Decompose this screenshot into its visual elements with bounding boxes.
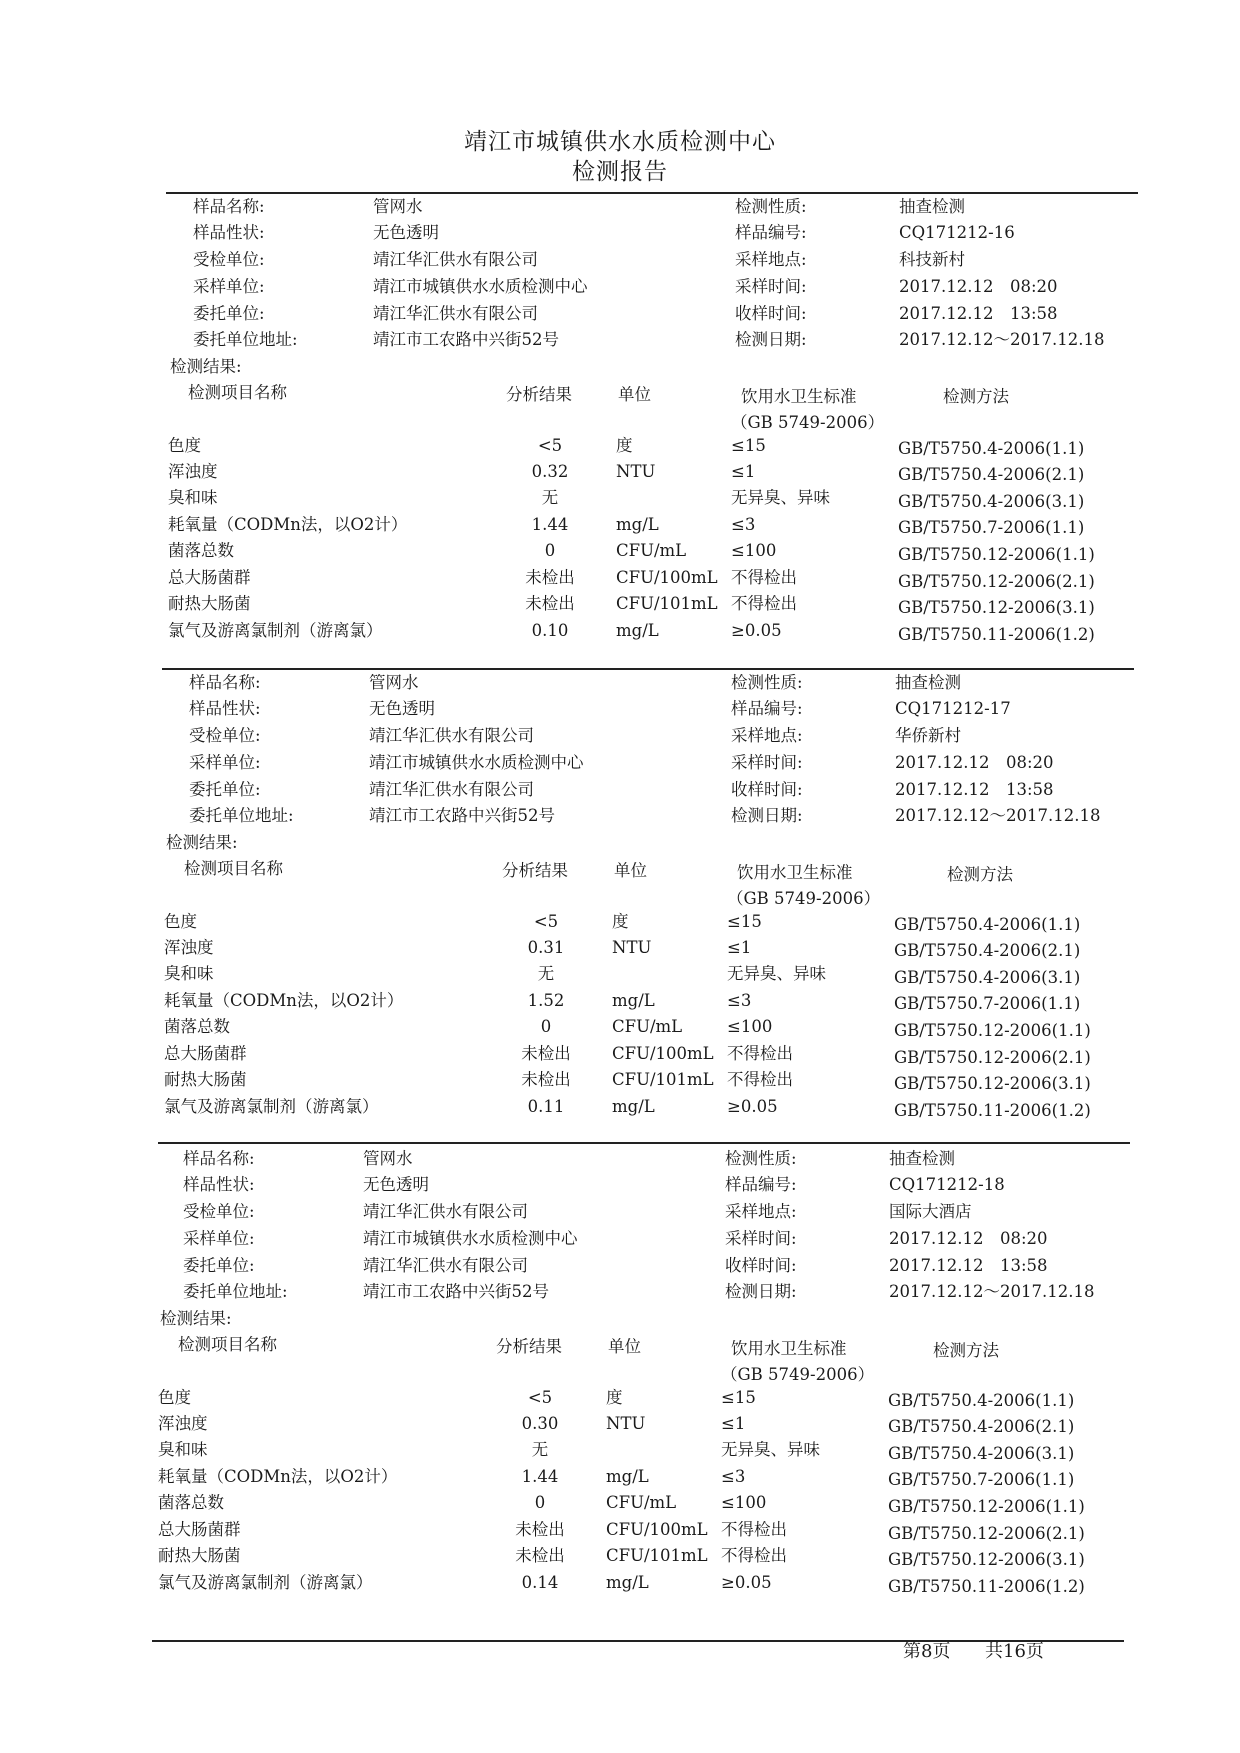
value-sample-state: 无色透明 [373,223,439,242]
row-method: GB/T5750.4-2006(3.1) [888,1444,1075,1463]
sample-block [168,196,1168,666]
page-total: 共16页 [985,1641,1044,1662]
row-method: GB/T5750.11-2006(1.2) [894,1101,1091,1120]
label-entrusting-address: 委托单位地址: [193,330,298,349]
label-nature: 检测性质: [725,1149,797,1168]
row-result: 0 [534,1493,546,1512]
row-unit: NTU [606,1414,646,1433]
row-result: 无 [541,488,559,507]
label-nature: 检测性质: [735,197,807,216]
value-entrusting-address: 靖江市工农路中兴街52号 [369,806,555,825]
value-sample-no: CQ171212-16 [899,223,1015,242]
row-result: <5 [533,912,559,931]
row-method: GB/T5750.4-2006(1.1) [898,439,1085,458]
value-inspected-unit: 靖江华汇供水有限公司 [369,726,534,745]
row-standard: 不得检出 [731,594,797,613]
row-method: GB/T5750.4-2006(1.1) [888,1391,1075,1410]
row-unit: CFU/101mL [616,594,718,613]
row-unit: mg/L [606,1467,649,1486]
row-method: GB/T5750.12-2006(2.1) [888,1524,1085,1543]
row-standard: ≤100 [731,541,777,560]
row-standard: 不得检出 [721,1520,787,1539]
row-standard: 不得检出 [721,1546,787,1565]
row-standard: ≤3 [727,991,752,1010]
row-method: GB/T5750.12-2006(2.1) [894,1048,1091,1067]
col-standard-header: 饮用水卫生标准 [731,1339,847,1358]
row-unit: mg/L [612,1097,655,1116]
row-item: 菌落总数 [168,541,234,560]
label-entrusting-unit: 委托单位: [189,780,261,799]
row-result: 无 [531,1440,549,1459]
col-result-header: 分析结果 [496,1337,562,1356]
row-unit: 度 [612,912,629,931]
label-sampling-time: 采样时间: [735,277,807,296]
row-standard: 不得检出 [731,568,797,587]
value-sample-state: 无色透明 [369,699,435,718]
label-entrusting-address: 委托单位地址: [183,1282,288,1301]
row-standard: ≤1 [727,938,752,957]
label-sampling-site: 采样地点: [735,250,807,269]
row-item: 总大肠菌群 [168,568,251,587]
row-result: 0.31 [527,938,565,957]
value-sampling-site: 国际大酒店 [889,1202,972,1221]
row-item: 耗氧量（CODMn法，以O2计） [164,991,404,1010]
value-sampling-unit: 靖江市城镇供水水质检测中心 [369,753,584,772]
row-item: 浑浊度 [168,462,218,481]
label-sampling-site: 采样地点: [731,726,803,745]
row-item: 色度 [164,912,197,931]
value-test-date: 2017.12.12～2017.12.18 [899,330,1105,349]
row-item: 总大肠菌群 [164,1044,247,1063]
label-sampling-unit: 采样单位: [193,277,265,296]
label-entrusting-address: 委托单位地址: [189,806,294,825]
row-result: 0 [540,1017,552,1036]
row-item: 臭和味 [164,964,214,983]
row-standard: ≤15 [731,436,766,455]
label-nature: 检测性质: [731,673,803,692]
row-standard: ≤3 [721,1467,746,1486]
row-unit: mg/L [616,621,659,640]
row-method: GB/T5750.11-2006(1.2) [888,1577,1085,1596]
row-standard: 不得检出 [727,1044,793,1063]
row-unit: CFU/100mL [606,1520,708,1539]
row-result: 1.44 [531,515,569,534]
col-standard-header: 饮用水卫生标准 [741,387,857,406]
value-nature: 抽查检测 [899,197,965,216]
row-result: 1.52 [527,991,565,1010]
label-entrusting-unit: 委托单位: [183,1256,255,1275]
col-standard-header: 饮用水卫生标准 [737,863,853,882]
col-method-header: 检测方法 [943,387,1009,406]
value-sample-no: CQ171212-18 [889,1175,1005,1194]
row-item: 氯气及游离氯制剂（游离氯） [164,1097,379,1116]
value-sample-name: 管网水 [373,197,423,216]
value-entrusting-unit: 靖江华汇供水有限公司 [369,780,534,799]
row-unit: CFU/mL [616,541,687,560]
row-item: 臭和味 [158,1440,208,1459]
row-result: 0.30 [521,1414,559,1433]
row-method: GB/T5750.12-2006(3.1) [898,598,1095,617]
row-result: 未检出 [525,594,575,613]
row-unit: NTU [616,462,656,481]
row-result: 1.44 [521,1467,559,1486]
value-sampling-site: 华侨新村 [895,726,961,745]
row-result: 0.14 [521,1573,559,1592]
label-sampling-unit: 采样单位: [183,1229,255,1248]
row-item: 浑浊度 [158,1414,208,1433]
label-sample-no: 样品编号: [735,223,807,242]
row-item: 耗氧量（CODMn法，以O2计） [158,1467,398,1486]
value-sampling-time: 2017.12.12 08:20 [889,1229,1048,1248]
sample-block [164,672,1164,1142]
row-item: 色度 [158,1388,191,1407]
row-standard: ≥0.05 [731,621,782,640]
row-method: GB/T5750.7-2006(1.1) [894,994,1081,1013]
label-entrusting-unit: 委托单位: [193,304,265,323]
row-unit: CFU/mL [606,1493,677,1512]
row-item: 菌落总数 [164,1017,230,1036]
label-sample-name: 样品名称: [193,197,265,216]
label-inspected-unit: 受检单位: [189,726,261,745]
row-result: 0 [544,541,556,560]
row-item: 总大肠菌群 [158,1520,241,1539]
row-unit: CFU/101mL [606,1546,708,1565]
value-nature: 抽查检测 [889,1149,955,1168]
row-standard: ≤1 [731,462,756,481]
col-item-header: 检测项目名称 [178,1335,277,1354]
label-sampling-site: 采样地点: [725,1202,797,1221]
row-unit: mg/L [616,515,659,534]
row-unit: mg/L [612,991,655,1010]
row-result: 未检出 [521,1070,571,1089]
value-inspected-unit: 靖江华汇供水有限公司 [363,1202,528,1221]
row-method: GB/T5750.7-2006(1.1) [898,518,1085,537]
label-results: 检测结果: [160,1309,232,1328]
label-sampling-unit: 采样单位: [189,753,261,772]
report-title: 靖江市城镇供水水质检测中心 [464,129,776,155]
value-sampling-unit: 靖江市城镇供水水质检测中心 [363,1229,578,1248]
row-result: 未检出 [525,568,575,587]
row-standard: 无异臭、异味 [721,1440,820,1459]
row-result: <5 [537,436,563,455]
label-receive-time: 收样时间: [725,1256,797,1275]
label-sampling-time: 采样时间: [731,753,803,772]
row-result: 未检出 [515,1546,565,1565]
row-standard: ≤100 [727,1017,773,1036]
label-test-date: 检测日期: [735,330,807,349]
label-test-date: 检测日期: [731,806,803,825]
col-unit-header: 单位 [618,385,651,404]
row-result: 0.11 [527,1097,565,1116]
col-result-header: 分析结果 [502,861,568,880]
label-results: 检测结果: [170,357,242,376]
value-entrusting-unit: 靖江华汇供水有限公司 [363,1256,528,1275]
row-unit: CFU/101mL [612,1070,714,1089]
row-unit: mg/L [606,1573,649,1592]
label-receive-time: 收样时间: [731,780,803,799]
value-sample-state: 无色透明 [363,1175,429,1194]
row-method: GB/T5750.4-2006(2.1) [888,1417,1075,1436]
divider [162,668,1134,670]
row-method: GB/T5750.4-2006(3.1) [898,492,1085,511]
row-standard: ≤15 [727,912,762,931]
value-receive-time: 2017.12.12 13:58 [895,780,1054,799]
row-standard: ≥0.05 [727,1097,778,1116]
row-item: 氯气及游离氯制剂（游离氯） [168,621,383,640]
value-test-date: 2017.12.12～2017.12.18 [889,1282,1095,1301]
col-standard-code: （GB 5749-2006） [721,1365,875,1384]
label-test-date: 检测日期: [725,1282,797,1301]
value-test-date: 2017.12.12～2017.12.18 [895,806,1101,825]
value-entrusting-address: 靖江市工农路中兴街52号 [373,330,559,349]
row-standard: 无异臭、异味 [727,964,826,983]
row-standard: ≤100 [721,1493,767,1512]
row-standard: ≤1 [721,1414,746,1433]
row-item: 浑浊度 [164,938,214,957]
label-sample-state: 样品性状: [193,223,265,242]
row-method: GB/T5750.4-2006(2.1) [898,465,1085,484]
value-receive-time: 2017.12.12 13:58 [899,304,1058,323]
row-method: GB/T5750.12-2006(1.1) [888,1497,1085,1516]
label-sample-name: 样品名称: [183,1149,255,1168]
label-sample-state: 样品性状: [189,699,261,718]
row-item: 耐热大肠菌 [158,1546,241,1565]
row-item: 色度 [168,436,201,455]
label-sample-state: 样品性状: [183,1175,255,1194]
row-result: <5 [527,1388,553,1407]
divider [166,192,1138,194]
page-number: 第8页 [903,1641,951,1662]
label-receive-time: 收样时间: [735,304,807,323]
report-subtitle: 检测报告 [572,159,668,185]
row-result: 0.32 [531,462,569,481]
col-item-header: 检测项目名称 [184,859,283,878]
row-unit: CFU/100mL [612,1044,714,1063]
col-standard-code: （GB 5749-2006） [727,889,881,908]
row-method: GB/T5750.4-2006(3.1) [894,968,1081,987]
value-sample-name: 管网水 [363,1149,413,1168]
value-sampling-unit: 靖江市城镇供水水质检测中心 [373,277,588,296]
col-result-header: 分析结果 [506,385,572,404]
row-method: GB/T5750.4-2006(2.1) [894,941,1081,960]
value-entrusting-unit: 靖江华汇供水有限公司 [373,304,538,323]
col-standard-code: （GB 5749-2006） [731,413,885,432]
row-standard: 无异臭、异味 [731,488,830,507]
col-item-header: 检测项目名称 [188,383,287,402]
row-standard: 不得检出 [727,1070,793,1089]
row-item: 耗氧量（CODMn法，以O2计） [168,515,408,534]
row-item: 臭和味 [168,488,218,507]
value-receive-time: 2017.12.12 13:58 [889,1256,1048,1275]
row-method: GB/T5750.12-2006(2.1) [898,572,1095,591]
sample-block [158,1148,1158,1618]
value-sampling-time: 2017.12.12 08:20 [899,277,1058,296]
col-unit-header: 单位 [614,861,647,880]
row-item: 耐热大肠菌 [168,594,251,613]
row-method: GB/T5750.12-2006(3.1) [894,1074,1091,1093]
row-result: 未检出 [515,1520,565,1539]
label-inspected-unit: 受检单位: [183,1202,255,1221]
value-entrusting-address: 靖江市工农路中兴街52号 [363,1282,549,1301]
value-sample-no: CQ171212-17 [895,699,1011,718]
value-sample-name: 管网水 [369,673,419,692]
row-unit: NTU [612,938,652,957]
row-standard: ≥0.05 [721,1573,772,1592]
value-sampling-site: 科技新村 [899,250,965,269]
row-unit: CFU/100mL [616,568,718,587]
value-nature: 抽查检测 [895,673,961,692]
row-result: 0.10 [531,621,569,640]
row-item: 耐热大肠菌 [164,1070,247,1089]
row-method: GB/T5750.11-2006(1.2) [898,625,1095,644]
row-item: 菌落总数 [158,1493,224,1512]
row-unit: 度 [616,436,633,455]
row-standard: ≤15 [721,1388,756,1407]
row-unit: CFU/mL [612,1017,683,1036]
row-method: GB/T5750.4-2006(1.1) [894,915,1081,934]
row-standard: ≤3 [731,515,756,534]
col-method-header: 检测方法 [933,1341,999,1360]
row-method: GB/T5750.12-2006(1.1) [894,1021,1091,1040]
divider [158,1142,1130,1144]
value-sampling-time: 2017.12.12 08:20 [895,753,1054,772]
row-item: 氯气及游离氯制剂（游离氯） [158,1573,373,1592]
row-method: GB/T5750.7-2006(1.1) [888,1470,1075,1489]
label-inspected-unit: 受检单位: [193,250,265,269]
col-unit-header: 单位 [608,1337,641,1356]
label-sample-name: 样品名称: [189,673,261,692]
footer-divider [152,1640,1124,1642]
row-method: GB/T5750.12-2006(1.1) [898,545,1095,564]
label-results: 检测结果: [166,833,238,852]
row-result: 未检出 [521,1044,571,1063]
label-sample-no: 样品编号: [725,1175,797,1194]
row-result: 无 [537,964,555,983]
col-method-header: 检测方法 [947,865,1013,884]
row-unit: 度 [606,1388,623,1407]
row-method: GB/T5750.12-2006(3.1) [888,1550,1085,1569]
value-inspected-unit: 靖江华汇供水有限公司 [373,250,538,269]
label-sampling-time: 采样时间: [725,1229,797,1248]
label-sample-no: 样品编号: [731,699,803,718]
